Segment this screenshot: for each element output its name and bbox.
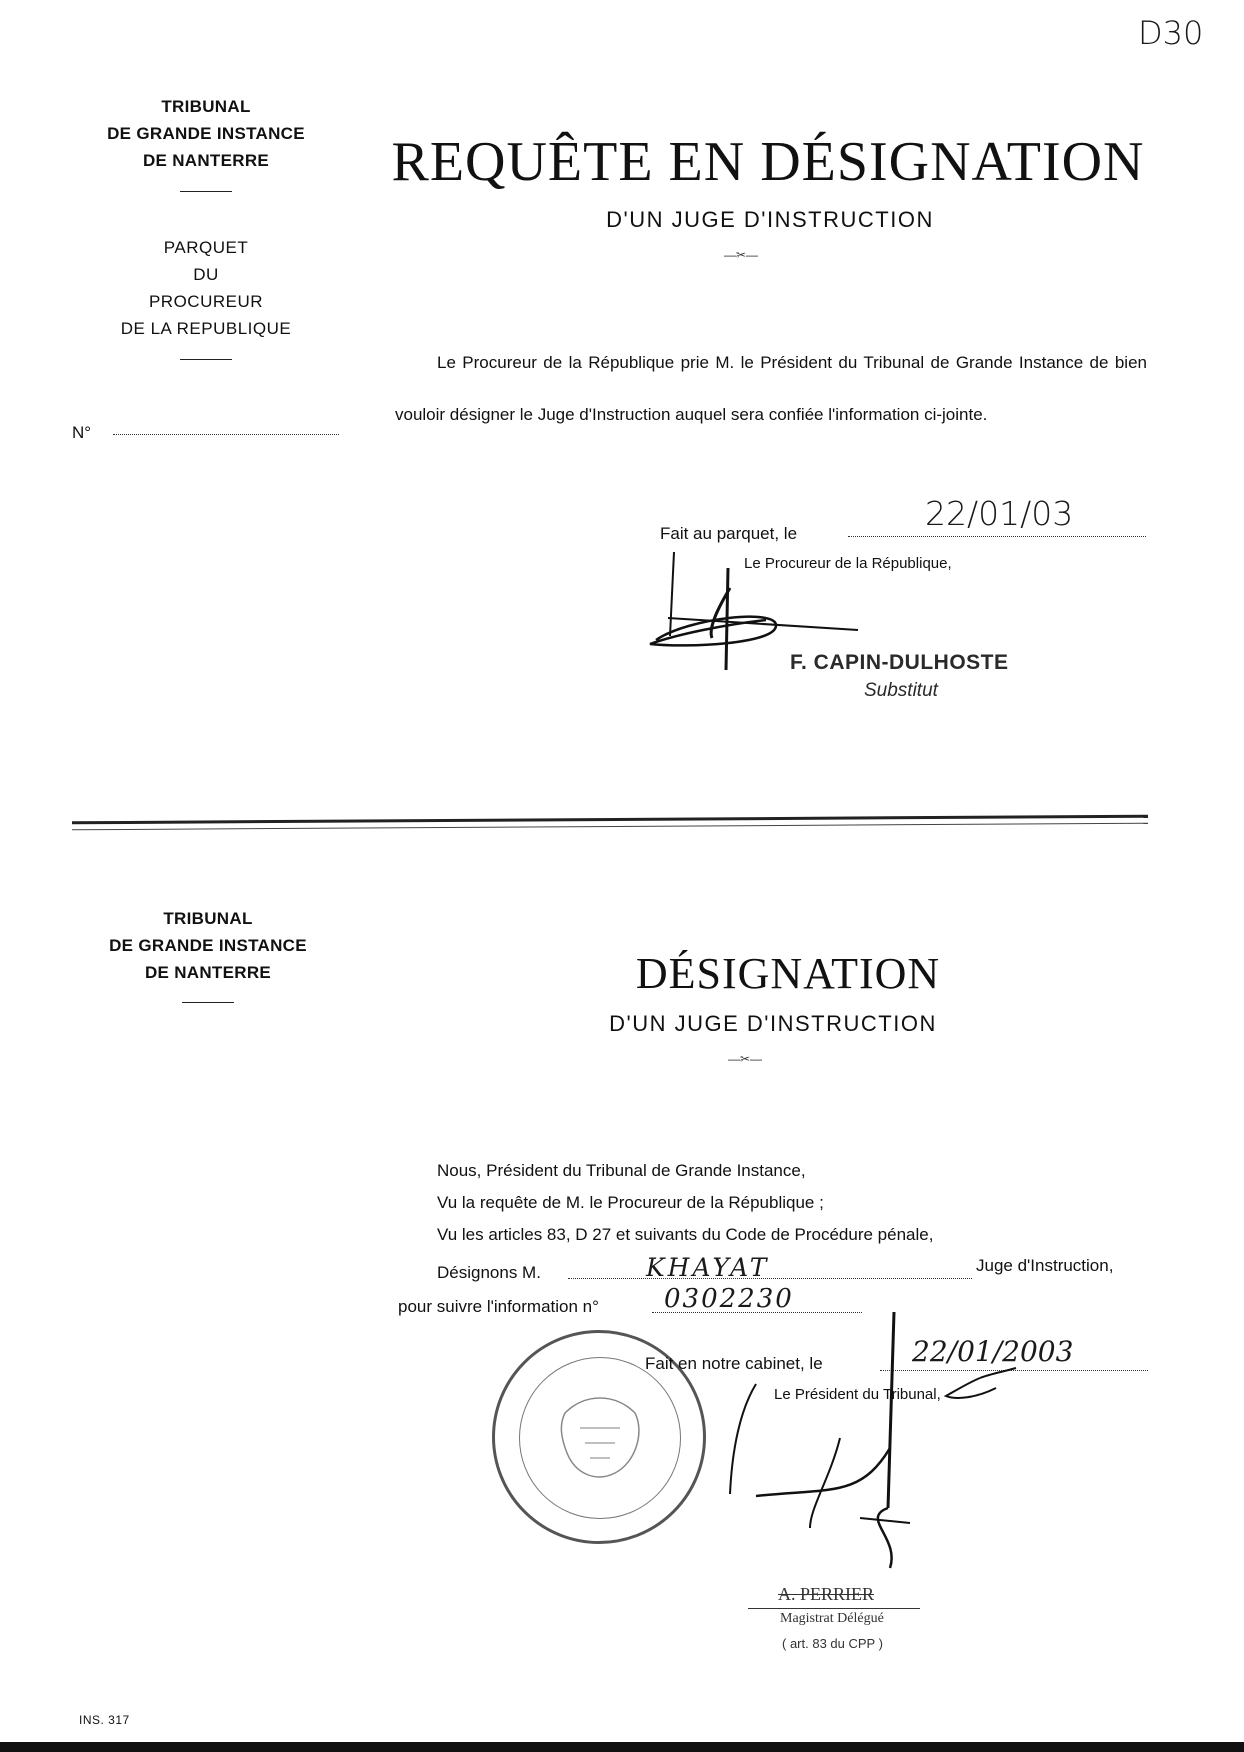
magistrate-article: ( art. 83 du CPP ) [782, 1636, 883, 1651]
magistrate-underline [748, 1608, 920, 1609]
requete-subtitle: D'UN JUGE D'INSTRUCTION [606, 207, 934, 232]
form-code: INS. 317 [79, 1713, 130, 1727]
divider [180, 191, 232, 192]
court-line: DE NANTERRE [144, 963, 272, 982]
cabinet-label: Fait en notre cabinet, le [645, 1354, 823, 1373]
number-label: N° [72, 423, 92, 442]
cabinet-date: 22/01/2003 [912, 1335, 1074, 1368]
president-label: Le Président du Tribunal, [774, 1386, 941, 1403]
number-field [113, 420, 339, 435]
page-bottom-edge [0, 1742, 1244, 1752]
court-header-top [70, 93, 342, 174]
designation-line-2: Vu la requête de M. le Procureur de la République ; [437, 1193, 824, 1212]
divider [182, 1002, 234, 1003]
magistrate-role: Magistrat Délégué [780, 1611, 884, 1626]
info-number: 0302230 [664, 1284, 794, 1314]
court-line: TRIBUNAL [161, 97, 251, 116]
parquet-line: PARQUET [163, 238, 249, 257]
parquet-line: DU [193, 265, 219, 284]
requete-body: Le Procureur de la République prie M. le Président du Tribunal de Grande Instance de bien vouloir désigner le Juge d'Instruction auquel sera confiée l'information ci-jointe. [395, 353, 1147, 424]
court-header-bottom [72, 905, 344, 986]
designation-subtitle: D'UN JUGE D'INSTRUCTION [609, 1011, 937, 1036]
parquet-line: DE LA REPUBLIQUE [120, 319, 292, 338]
fait-parquet-date: 22/01/03 [925, 494, 1074, 533]
designons-label: Désignons M. [437, 1263, 541, 1282]
court-line: DE GRANDE INSTANCE [107, 124, 305, 143]
designation-line-3: Vu les articles 83, D 27 et suivants du Code de Procédure pénale, [437, 1225, 934, 1244]
parquet-line: PROCUREUR [148, 292, 264, 311]
fait-parquet-label: Fait au parquet, le [660, 524, 798, 543]
section-separator-thin [72, 823, 1148, 831]
procureur-title: Le Procureur de la République, [744, 555, 952, 572]
court-line: DE NANTERRE [142, 151, 270, 170]
judge-suffix: Juge d'Instruction, [976, 1256, 1114, 1275]
ornament: —✂— [728, 1052, 763, 1066]
divider [180, 359, 232, 360]
parquet-header [70, 234, 342, 342]
info-label: pour suivre l'information n° [398, 1297, 599, 1316]
judge-name: KHAYAT [646, 1253, 770, 1282]
requete-title: REQUÊTE EN DÉSIGNATION [391, 131, 1145, 193]
ornament: —✂— [724, 248, 759, 262]
magistrate-name: A. PERRIER [778, 1584, 875, 1604]
procureur-role: Substitut [864, 680, 938, 701]
court-line: TRIBUNAL [163, 909, 253, 928]
designation-line-1: Nous, Président du Tribunal de Grande Instance, [437, 1161, 806, 1180]
designation-title: DÉSIGNATION [635, 949, 941, 998]
page-marker: D30 [1138, 14, 1204, 52]
designons-field [568, 1264, 972, 1279]
procureur-name: F. CAPIN-DULHOSTE [790, 651, 1009, 674]
court-line: DE GRANDE INSTANCE [109, 936, 307, 955]
